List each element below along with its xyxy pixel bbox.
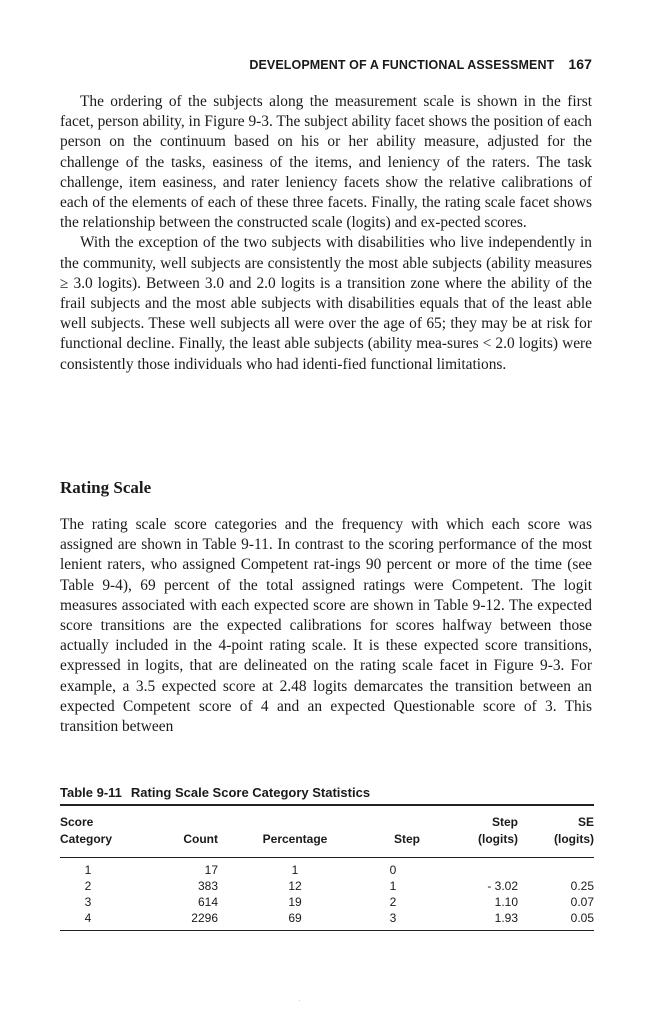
table-top-rule bbox=[60, 804, 594, 806]
table-title: Rating Scale Score Category Statistics bbox=[130, 785, 371, 800]
cell-step: 3 bbox=[389, 911, 397, 925]
scan-mark: · bbox=[298, 996, 301, 1005]
header-se: SE bbox=[577, 815, 594, 829]
table-header bbox=[60, 814, 594, 848]
header-percentage: Percentage bbox=[262, 832, 328, 846]
paragraph: The ordering of the subjects along the measurement scale is shown in the first facet, person ability, in Figure 9-3. The subject ability facet shows the position of each person on the continuum based on his or her ability measure, adjusted for the challenge of the tasks, easiness of the items, and leniency of the raters. The task challenge, item easiness, and rater leniency facets show the relative calibrations of each of the elements of each of these three facets. Finally, the rating scale facet shows the relationship between the constructed scale (logits) and ex-pected scores. bbox=[60, 93, 592, 232]
cell-category: 1 bbox=[84, 863, 92, 877]
cell-step: 2 bbox=[389, 895, 397, 909]
cell-step: 0 bbox=[389, 863, 397, 877]
cell-se: 0.05 bbox=[570, 911, 594, 925]
header-step: Step bbox=[393, 832, 420, 846]
cell-count: 2296 bbox=[191, 911, 218, 925]
cell-category: 4 bbox=[84, 911, 92, 925]
cell-step-logits: 1.93 bbox=[494, 911, 518, 925]
cell-percentage: 12 bbox=[288, 879, 302, 893]
cell-category: 2 bbox=[84, 879, 92, 893]
cell-se: 0.25 bbox=[570, 879, 594, 893]
table-body bbox=[60, 862, 594, 926]
table-row bbox=[60, 894, 594, 910]
header-category: Category bbox=[60, 832, 113, 846]
cell-percentage: 19 bbox=[288, 895, 302, 909]
table-bottom-rule bbox=[60, 930, 594, 931]
header-step-logits-unit: (logits) bbox=[478, 832, 518, 846]
header-score: Score bbox=[60, 815, 94, 829]
running-head bbox=[60, 56, 592, 72]
page-number: 167 bbox=[568, 56, 592, 72]
table-number: Table 9-11 bbox=[60, 785, 122, 800]
cell-step: 1 bbox=[389, 879, 397, 893]
cell-se: 0.07 bbox=[570, 895, 594, 909]
table-row bbox=[60, 878, 594, 894]
header-step-logits: Step bbox=[491, 815, 518, 829]
table-row bbox=[60, 862, 594, 878]
cell-step-logits: - 3.02 bbox=[487, 879, 518, 893]
cell-count: 17 bbox=[204, 863, 218, 877]
cell-count: 614 bbox=[197, 895, 218, 909]
cell-step-logits: 1.10 bbox=[494, 895, 518, 909]
paragraph: The rating scale score categories and the frequency with which each score was assigned are shown in Table 9-11. In contrast to the scoring performance of the most lenient raters, who assigned Competent rat-ings 90 percent or more of the time (see Table 9-4), 69 percent of the total assigned ratings were Competent. The logit measures associated with each expected score are shown in Table 9-12. The expected score transitions are the expected calibrations for scores halfway between those actually included in the 4-point rating scale. It is these expected score transitions, expressed in logits, that are delineated on the rating scale facet in Figure 9-3. For example, a 3.5 expected score at 2.48 logits demarcates the transition between an expected Competent score of 4 and an expected Questionable score of 3. This transition between bbox=[60, 516, 592, 736]
section-heading: Rating Scale bbox=[60, 478, 152, 497]
cell-percentage: 1 bbox=[291, 863, 299, 877]
table-header-rule bbox=[60, 857, 594, 858]
paragraph: With the exception of the two subjects with disabilities who live independently in the community, well subjects are consistently the most able subjects (ability measures ≥ 3.0 logits). Between 3.0 and 2.0 logits is a transition zone where the ability of the frail subjects and the most able subjects with disabilities equals that of the least able well subjects. These well subjects all were over the age of 65; they may be at risk for functional decline. Finally, the least able subjects (ability mea-sures < 2.0 logits) were consistently those individuals who had identi-fied functional limitations. bbox=[60, 234, 592, 373]
rating-scale-text bbox=[60, 515, 592, 737]
intro-text bbox=[60, 92, 592, 375]
table-row bbox=[60, 910, 594, 926]
cell-category: 3 bbox=[84, 895, 92, 909]
cell-percentage: 69 bbox=[288, 911, 302, 925]
header-se-unit: (logits) bbox=[554, 832, 594, 846]
running-title: DEVELOPMENT OF A FUNCTIONAL ASSESSMENT bbox=[249, 58, 555, 72]
table-caption bbox=[60, 785, 370, 800]
cell-count: 383 bbox=[197, 879, 218, 893]
header-count: Count bbox=[183, 832, 218, 846]
